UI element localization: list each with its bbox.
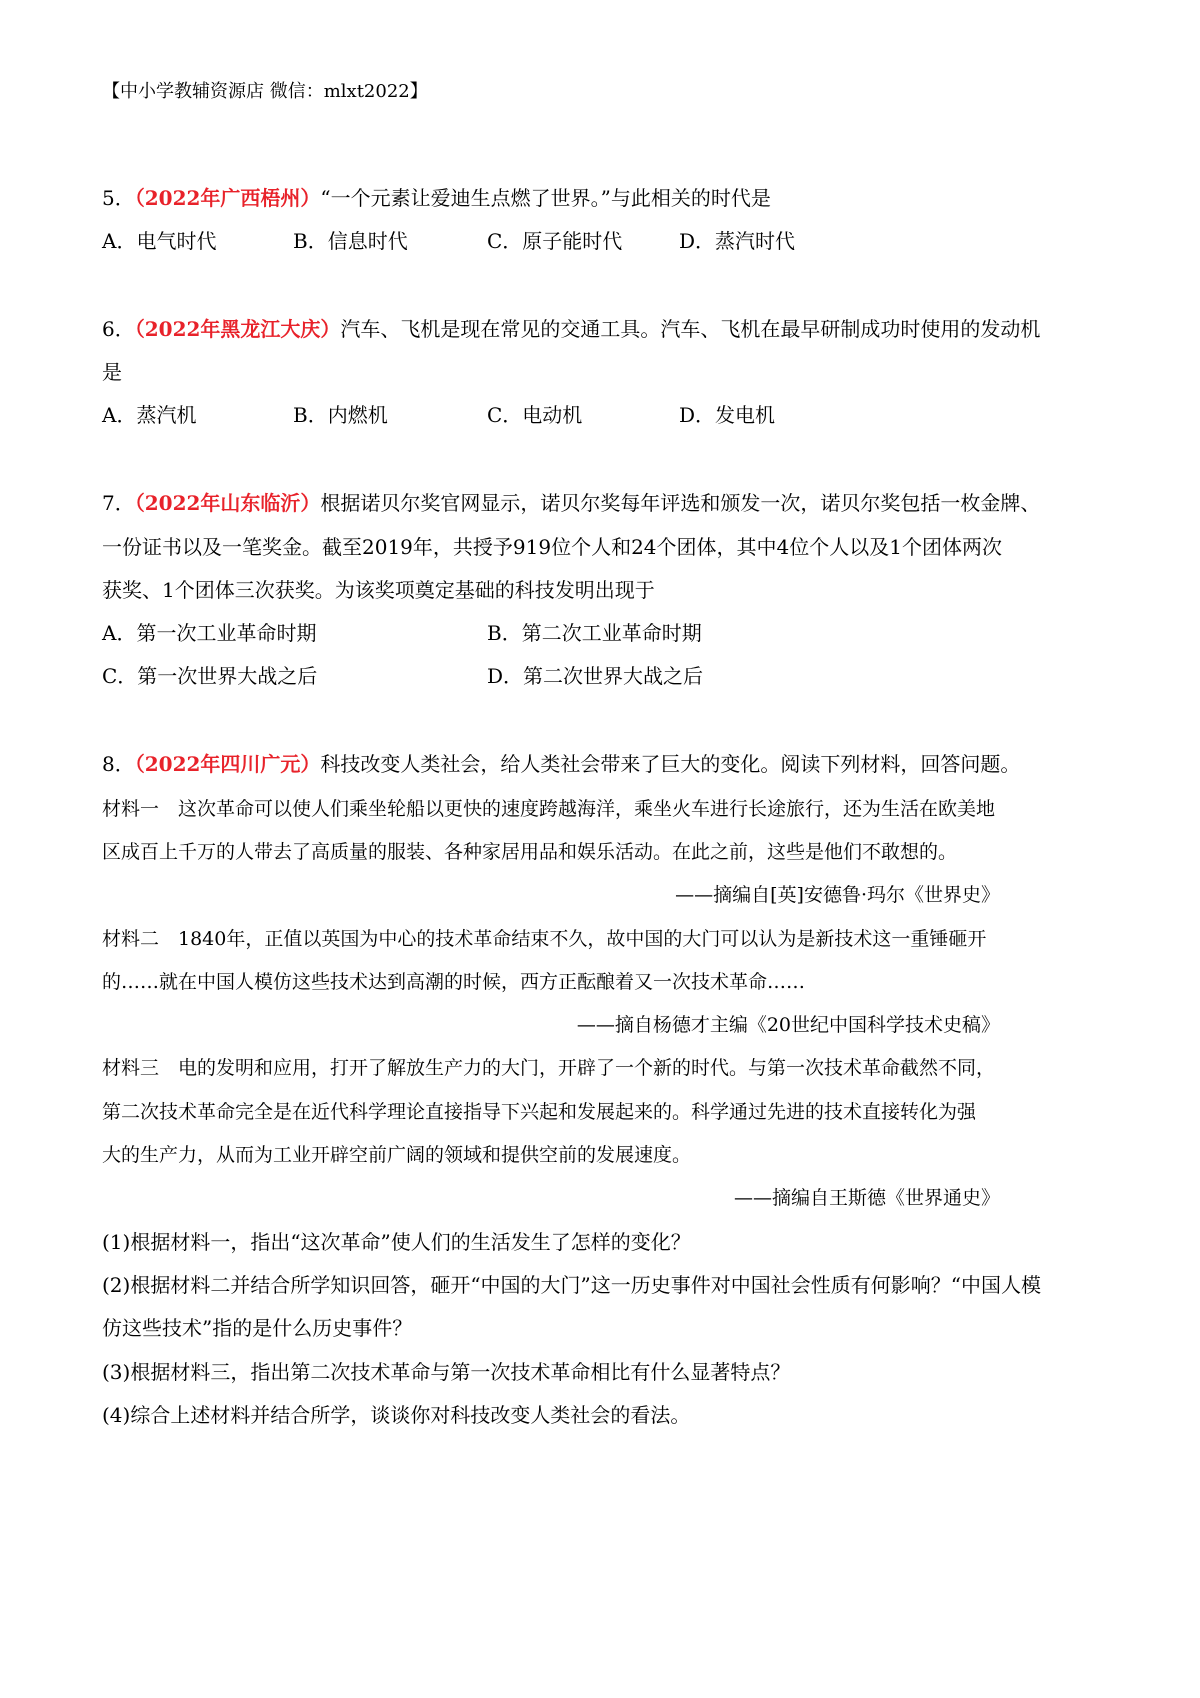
question-source: （2022年山东临沂） (134, 491, 321, 515)
question-text: 汽车、飞机是现在常见的交通工具。汽车、飞机在最早研制成功时使用的发动机 (340, 317, 1041, 341)
header-watermark: 【中小学教辅资源店 微信：mlxt2022】 (102, 81, 428, 102)
question-text: “一个元素让爱迪生点燃了世界。”与此相关的时代是 (320, 186, 771, 210)
material-3-line3: 大的生产力，从而为工业开辟空前广阔的领域和提供空前的发展速度。 (102, 1144, 692, 1166)
material-2-source: ——摘自杨德才主编《20世纪中国科学技术史稿》 (576, 1014, 1000, 1036)
q6-option-a: A．蒸汽机 (102, 403, 197, 427)
q7-option-b: B．第二次工业革命时期 (487, 621, 702, 645)
sub-question-2-line2: 仿这些技术”指的是什么历史事件？ (102, 1316, 413, 1340)
material-1-line1: 材料一 这次革命可以使人们乘坐轮船以更快的速度跨越海洋，乘坐火车进行长途旅行，还为生活在欧美地 (102, 798, 996, 820)
q6-option-d: D．发电机 (679, 403, 776, 427)
question-6-stem-cont: 是 (102, 360, 122, 384)
question-number: 6． (102, 317, 135, 341)
sub-question-2-line1: (2)根据材料二并结合所学知识回答，砸开“中国的大门”这一历史事件对中国社会性质有何影响？“中国人模 (102, 1273, 1042, 1297)
question-number: 5． (102, 186, 135, 210)
question-number: 8． (102, 752, 135, 776)
material-1-source: ——摘编自[英]安德鲁·玛尔《世界史》 (675, 884, 1000, 906)
sub-question-1: (1)根据材料一，指出“这次革命”使人们的生活发生了怎样的变化？ (102, 1230, 691, 1254)
q5-option-a: A．电气时代 (102, 229, 217, 253)
question-number: 7． (102, 491, 135, 515)
question-text: 根据诺贝尔奖官网显示，诺贝尔奖每年评选和颁发一次，诺贝尔奖包括一枚金牌、 (320, 491, 1041, 515)
material-2-line1: 材料二 1840年，正值以英国为中心的技术革命结束不久，故中国的大门可以认为是新技术这一重锤砸开 (102, 928, 987, 950)
question-source: （2022年四川广元） (134, 752, 321, 776)
question-text: 科技改变人类社会，给人类社会带来了巨大的变化。阅读下列材料，回答问题。 (320, 752, 1021, 776)
q6-option-b: B．内燃机 (293, 403, 388, 427)
question-7-stem (102, 489, 1040, 517)
question-6-stem (102, 315, 1040, 343)
material-2-line2: 的……就在中国人模仿这些技术达到高潮的时候，西方正酝酿着又一次技术革命…… (102, 971, 806, 993)
material-3-source: ——摘编自王斯德《世界通史》 (733, 1187, 1000, 1209)
sub-question-3: (3)根据材料三，指出第二次技术革命与第一次技术革命相比有什么显著特点？ (102, 1360, 791, 1384)
question-source: （2022年广西梧州） (134, 186, 321, 210)
material-3-line2: 第二次技术革命完全是在近代科学理论直接指导下兴起和发展起来的。科学通过先进的技术直接转化为强 (102, 1101, 977, 1123)
q7-option-c: C．第一次世界大战之后 (102, 664, 318, 688)
q5-option-b: B．信息时代 (293, 229, 408, 253)
question-7-stem-line2: 一份证书以及一笔奖金。截至2019年，共授予919位个人和24个团体，其中4位个人以及1个团体两次 (102, 535, 1002, 559)
material-3-line1: 材料三 电的发明和应用，打开了解放生产力的大门，开辟了一个新的时代。与第一次技术革命截然不同， (102, 1057, 996, 1079)
question-source: （2022年黑龙江大庆） (134, 317, 341, 341)
material-1-line2: 区成百上千万的人带去了高质量的服装、各种家居用品和娱乐活动。在此之前，这些是他们不敢想的。 (102, 841, 958, 863)
q6-option-c: C．电动机 (487, 403, 583, 427)
q7-option-d: D．第二次世界大战之后 (487, 664, 704, 688)
q7-option-a: A．第一次工业革命时期 (102, 621, 317, 645)
question-5-stem (102, 184, 771, 212)
q5-option-d: D．蒸汽时代 (679, 229, 796, 253)
q5-option-c: C．原子能时代 (487, 229, 623, 253)
question-8-stem (102, 750, 1020, 778)
sub-question-4: (4)综合上述材料并结合所学，谈谈你对科技改变人类社会的看法。 (102, 1403, 691, 1427)
question-7-stem-line3: 获奖、1个团体三次获奖。为该奖项奠定基础的科技发明出现于 (102, 578, 655, 602)
